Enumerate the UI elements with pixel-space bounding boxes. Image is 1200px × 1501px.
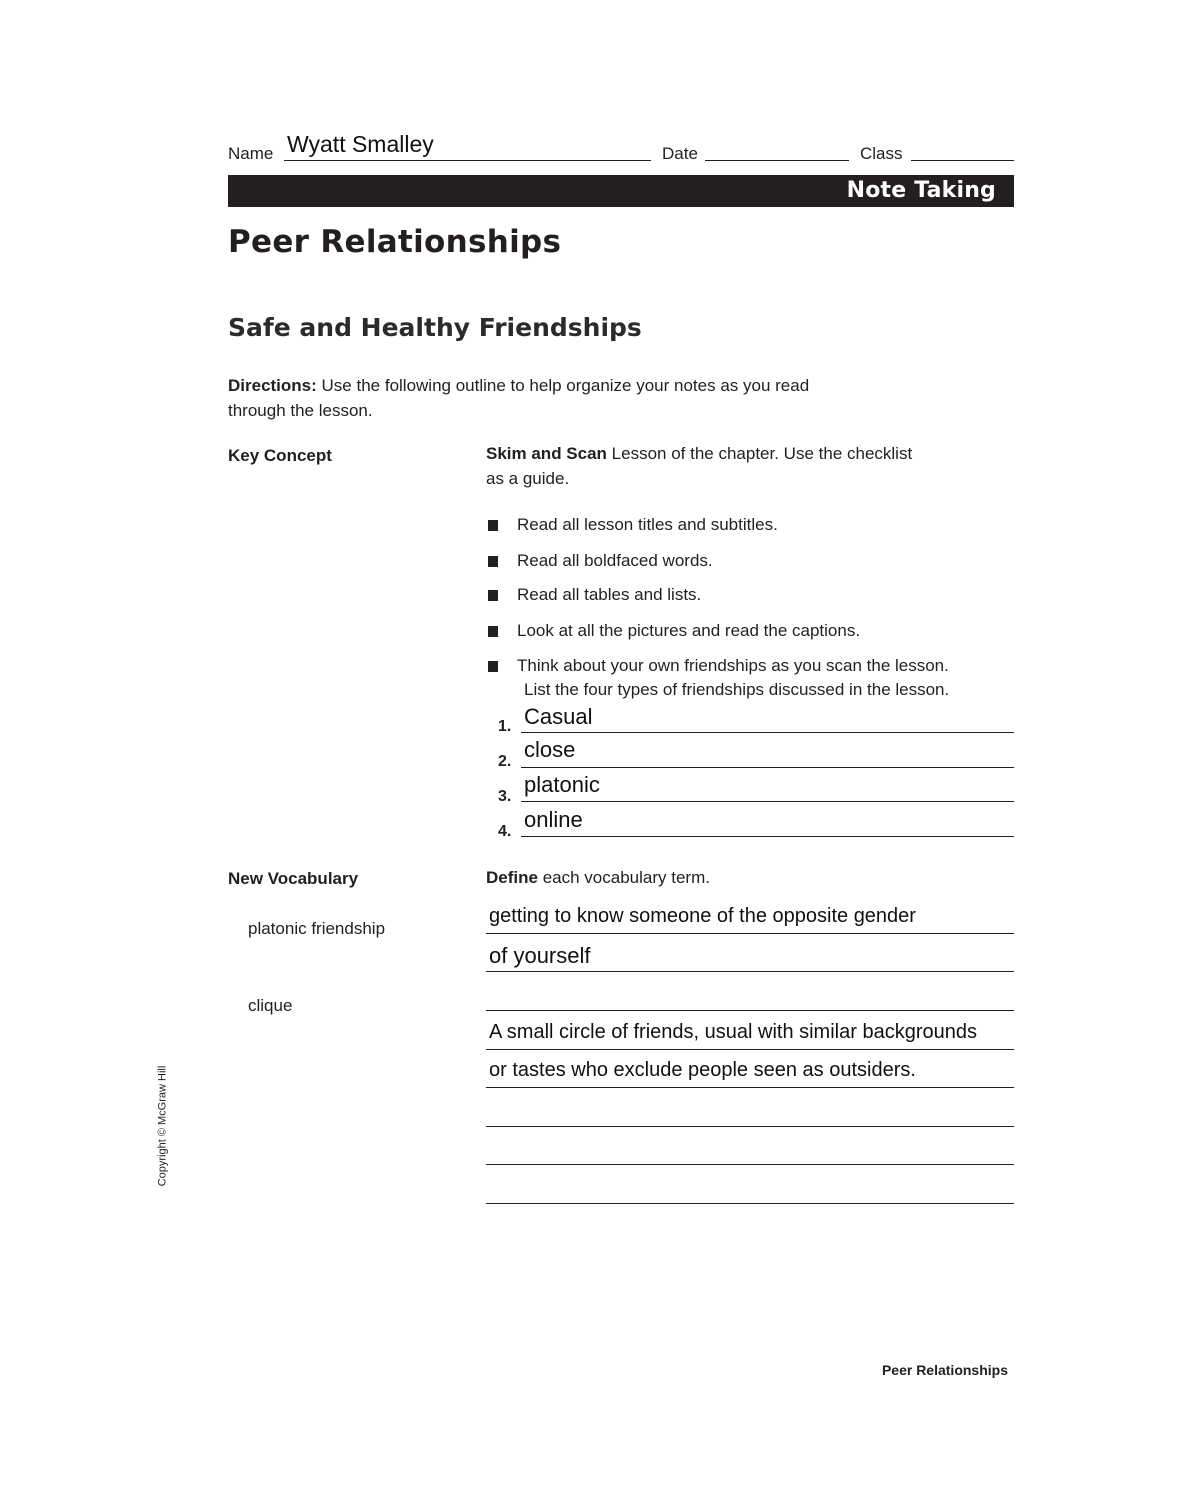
checklist-item: Read all boldfaced words. [517, 551, 713, 570]
new-vocabulary-label: New Vocabulary [228, 869, 359, 888]
define-label: Define [486, 868, 538, 887]
define-instruction [486, 865, 710, 890]
checkbox-icon[interactable] [488, 556, 498, 567]
definition-line [486, 1010, 1014, 1011]
vocab-term: platonic friendship [248, 919, 386, 938]
skim-and-scan [486, 441, 1006, 491]
answer-number: 1. [498, 718, 512, 735]
page-title: Peer Relationships [228, 224, 562, 260]
checkbox-icon[interactable] [488, 661, 498, 672]
class-line[interactable] [911, 160, 1014, 161]
date-label: Date [662, 144, 698, 163]
answer-value[interactable]: online [524, 807, 583, 832]
date-line[interactable] [705, 160, 849, 161]
definition-text[interactable]: or tastes who exclude people seen as outsiders. [489, 1059, 916, 1081]
name-value[interactable]: Wyatt Smalley [287, 131, 434, 157]
checkbox-icon[interactable] [488, 590, 498, 601]
checklist-item: Read all tables and lists. [517, 585, 702, 604]
answer-number: 4. [498, 823, 512, 840]
answer-value[interactable]: close [524, 737, 576, 762]
answer-line [521, 767, 1014, 768]
definition-line [486, 1049, 1014, 1050]
skim-text-2: as a guide. [486, 469, 570, 488]
page-subtitle: Safe and Healthy Friendships [228, 313, 642, 342]
definition-line [486, 1087, 1014, 1088]
directions-label: Directions: [228, 376, 317, 395]
copyright-notice: Copyright © McGraw Hill [156, 1065, 169, 1187]
answer-line [521, 732, 1014, 733]
directions-text-2: through the lesson. [228, 401, 373, 420]
list-prompt: List the four types of friendships discussed in the lesson. [524, 680, 950, 699]
answer-value[interactable]: Casual [524, 704, 593, 729]
class-label: Class [860, 144, 903, 163]
skim-text: Lesson of the chapter. Use the checklist [611, 444, 913, 463]
vocab-term: clique [248, 996, 293, 1015]
answer-line [521, 836, 1014, 837]
definition-line[interactable] [486, 1126, 1014, 1127]
answer-line [521, 801, 1014, 802]
answer-number: 3. [498, 788, 512, 805]
definition-line [486, 971, 1014, 972]
banner-text: Note Taking [846, 178, 996, 203]
name-line [284, 160, 651, 161]
checkbox-icon[interactable] [488, 626, 498, 637]
name-label: Name [228, 144, 274, 163]
definition-line[interactable] [486, 1164, 1014, 1165]
definition-text[interactable]: of yourself [489, 943, 591, 968]
definition-line [486, 933, 1014, 934]
checklist-item: Look at all the pictures and read the captions. [517, 621, 861, 640]
definition-line[interactable] [486, 1203, 1014, 1204]
checklist-item: Read all lesson titles and subtitles. [517, 515, 778, 534]
checklist-item: Think about your own friendships as you scan the lesson. [517, 656, 949, 675]
footer-title: Peer Relationships [881, 1362, 1008, 1378]
directions-text: Use the following outline to help organize your notes as you read [321, 376, 810, 395]
define-text: each vocabulary term. [542, 868, 710, 887]
checkbox-icon[interactable] [488, 520, 498, 531]
definition-text[interactable]: A small circle of friends, usual with similar backgrounds [489, 1021, 977, 1043]
definition-text[interactable]: getting to know someone of the opposite gender [489, 905, 916, 927]
key-concept-label: Key Concept [228, 446, 332, 465]
skim-label: Skim and Scan [486, 444, 607, 463]
answer-number: 2. [498, 753, 512, 770]
note-taking-banner [228, 175, 1014, 207]
answer-value[interactable]: platonic [524, 772, 600, 797]
directions [228, 373, 928, 423]
